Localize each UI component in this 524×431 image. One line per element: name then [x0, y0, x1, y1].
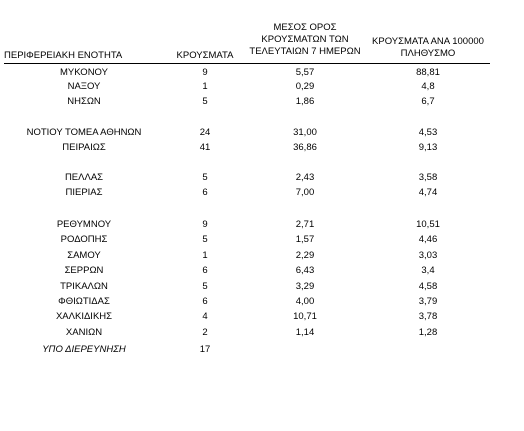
cell-cases: 9 — [202, 219, 208, 230]
cell-avg: 0,29 — [295, 81, 315, 92]
cell-region: ΜΥΚΟΝΟΥ — [60, 67, 108, 78]
header-divider — [4, 63, 490, 64]
table-row — [0, 80, 500, 93]
cell-region: ΣΕΡΡΩΝ — [64, 265, 104, 276]
cell-rate: 4,8 — [421, 81, 435, 92]
header-avg-7-days — [246, 22, 364, 58]
cell-avg: 7,00 — [295, 187, 315, 198]
table-row — [0, 95, 500, 108]
cell-region: ΠΕΛΛΑΣ — [64, 172, 104, 183]
header-cases: ΚΡΟΥΣΜΑΤΑ — [176, 50, 234, 61]
cell-avg: 5,57 — [295, 67, 315, 78]
cell-avg: 4,00 — [295, 296, 315, 307]
header-region: ΠΕΡΙΦΕΡΕΙΑΚΗ ΕΝΟΤΗΤΑ — [4, 50, 123, 61]
table-row — [0, 171, 500, 184]
cell-cases: 17 — [199, 344, 211, 355]
cell-avg: 1,57 — [295, 234, 315, 245]
cell-rate: 3,78 — [418, 311, 438, 322]
header-avg-line: ΜΕΣΟΣ ΟΡΟΣ — [273, 22, 337, 33]
table-row — [0, 126, 500, 139]
cell-rate: 4,53 — [418, 127, 438, 138]
cell-avg: 2,29 — [295, 250, 315, 261]
cell-avg: 10,71 — [293, 311, 317, 322]
cell-cases: 6 — [202, 187, 208, 198]
cell-cases: 24 — [199, 127, 211, 138]
table-row — [0, 343, 500, 356]
cell-rate: 3,03 — [418, 250, 438, 261]
cell-cases: 4 — [202, 311, 208, 322]
table-row — [0, 295, 500, 308]
cell-region: ΡΟΔΟΠΗΣ — [60, 234, 108, 245]
cell-cases: 9 — [202, 67, 208, 78]
table-row — [0, 186, 500, 199]
table-row — [0, 249, 500, 262]
cell-rate: 1,28 — [418, 327, 438, 338]
table-row — [0, 280, 500, 293]
cell-cases: 6 — [202, 265, 208, 276]
cell-cases: 1 — [202, 81, 208, 92]
cell-region: ΝΑΞΟΥ — [67, 81, 101, 92]
table-row — [0, 66, 500, 79]
cell-cases: 5 — [202, 96, 208, 107]
cell-region: ΡΕΘΥΜΝΟΥ — [56, 219, 112, 230]
cell-rate: 3,58 — [418, 172, 438, 183]
cell-region: ΤΡΙΚΑΛΩΝ — [60, 281, 108, 292]
cell-avg: 36,86 — [293, 142, 317, 153]
cell-rate: 6,7 — [421, 96, 435, 107]
cell-region: ΧΑΝΙΩΝ — [65, 327, 103, 338]
cell-avg: 1,14 — [295, 327, 315, 338]
cell-rate: 4,46 — [418, 234, 438, 245]
cell-avg: 1,86 — [295, 96, 315, 107]
table-row — [0, 310, 500, 323]
header-rate-line: ΚΡΟΥΣΜΑΤΑ ΑΝΑ 100000 — [372, 36, 484, 47]
cell-avg: 2,43 — [295, 172, 315, 183]
cell-avg: 3,29 — [295, 281, 315, 292]
cell-cases: 5 — [202, 234, 208, 245]
cell-region: ΦΘΙΩΤΙΔΑΣ — [58, 296, 110, 307]
cell-rate: 10,51 — [416, 219, 440, 230]
cell-rate: 3,4 — [421, 265, 435, 276]
cell-region: ΠΙΕΡΙΑΣ — [65, 187, 103, 198]
cell-cases: 41 — [199, 142, 211, 153]
table-row — [0, 264, 500, 277]
cell-region: ΣΑΜΟΥ — [67, 250, 101, 261]
header-cases-per-100000 — [366, 36, 490, 60]
table-row — [0, 218, 500, 231]
cell-avg: 31,00 — [293, 127, 317, 138]
cell-cases: 1 — [202, 250, 208, 261]
header-avg-line: ΤΕΛΕΥΤΑΙΩΝ 7 ΗΜΕΡΩΝ — [249, 46, 361, 57]
table-row — [0, 141, 500, 154]
cell-cases: 5 — [202, 172, 208, 183]
cell-rate: 88,81 — [416, 67, 440, 78]
cell-cases: 6 — [202, 296, 208, 307]
cell-rate: 4,58 — [418, 281, 438, 292]
cell-region: ΧΑΛΚΙΔΙΚΗΣ — [55, 311, 113, 322]
cell-cases: 2 — [202, 327, 208, 338]
cell-avg: 2,71 — [295, 219, 315, 230]
cell-rate: 9,13 — [418, 142, 438, 153]
table-row — [0, 233, 500, 246]
cell-avg: 6,43 — [295, 265, 315, 276]
cell-region: ΝΟΤΙΟΥ ΤΟΜΕΑ ΑΘΗΝΩΝ — [26, 127, 142, 138]
header-avg-line: ΚΡΟΥΣΜΑΤΩΝ ΤΩΝ — [261, 34, 349, 45]
cell-region: ΝΗΣΩΝ — [67, 96, 101, 107]
cell-region: ΠΕΙΡΑΙΩΣ — [62, 142, 106, 153]
cell-cases: 5 — [202, 281, 208, 292]
table-row — [0, 326, 500, 339]
header-rate-line: ΠΛΗΘΥΣΜΟ — [400, 48, 456, 59]
cell-rate: 4,74 — [418, 187, 438, 198]
cell-region: ΥΠΟ ΔΙΕΡΕΥΝΗΣΗ — [42, 344, 126, 355]
cell-rate: 3,79 — [418, 296, 438, 307]
